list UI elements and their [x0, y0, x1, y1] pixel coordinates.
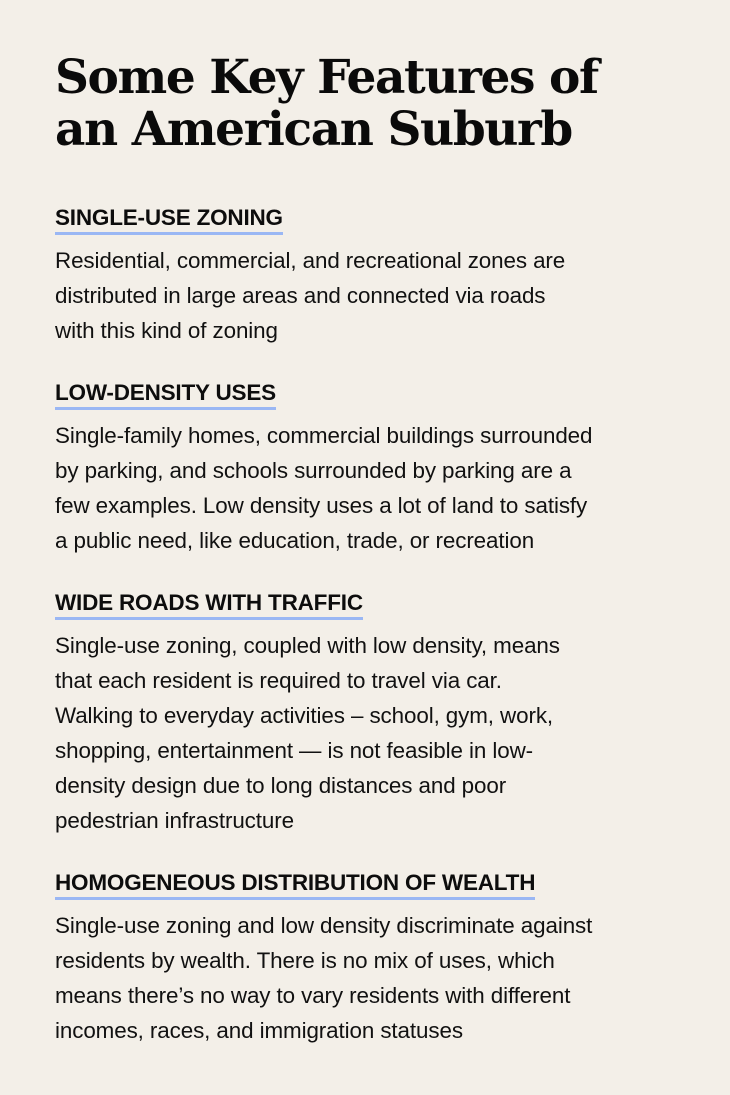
section-wide-roads-with-traffic [55, 590, 695, 838]
body-line: pedestrian infrastructure [55, 808, 294, 833]
body-line: with this kind of zoning [55, 318, 278, 343]
body-line: Walking to everyday activities – school, gym, work, [55, 703, 554, 728]
page-title [55, 52, 695, 156]
body-line: means there’s no way to vary residents with different [55, 983, 571, 1008]
body-line: density design due to long distances and poor [55, 773, 507, 798]
section-body [55, 418, 695, 558]
body-line: by parking, and schools surrounded by parking are a [55, 458, 572, 483]
body-line: distributed in large areas and connected via roads [55, 283, 546, 308]
section-homogeneous-distribution-of-wealth [55, 870, 695, 1048]
section-body [55, 628, 695, 838]
body-line: that each resident is required to travel via car. [55, 668, 502, 693]
body-line: Residential, commercial, and recreational zones are [55, 248, 566, 273]
body-line: Single-family homes, commercial buildings surrounded [55, 423, 593, 448]
section-heading: LOW-DENSITY USES [55, 380, 276, 410]
section-body [55, 243, 695, 348]
body-line: incomes, races, and immigration statuses [55, 1018, 463, 1043]
body-line: residents by wealth. There is no mix of uses, which [55, 948, 555, 973]
body-line: Single-use zoning, coupled with low density, means [55, 633, 560, 658]
section-body [55, 908, 695, 1048]
title-line-1: Some Key Features of [55, 50, 598, 105]
body-line: few examples. Low density uses a lot of land to satisfy [55, 493, 588, 518]
section-heading: HOMOGENEOUS DISTRIBUTION OF WEALTH [55, 870, 535, 900]
section-heading: SINGLE-USE ZONING [55, 205, 283, 235]
section-heading: WIDE ROADS WITH TRAFFIC [55, 590, 363, 620]
title-line-2: an American Suburb [55, 102, 572, 157]
body-line: a public need, like education, trade, or recreation [55, 528, 535, 553]
section-single-use-zoning [55, 205, 695, 348]
body-line: Single-use zoning and low density discriminate against [55, 913, 593, 938]
section-low-density-uses [55, 380, 695, 558]
body-line: shopping, entertainment — is not feasible in low- [55, 738, 534, 763]
